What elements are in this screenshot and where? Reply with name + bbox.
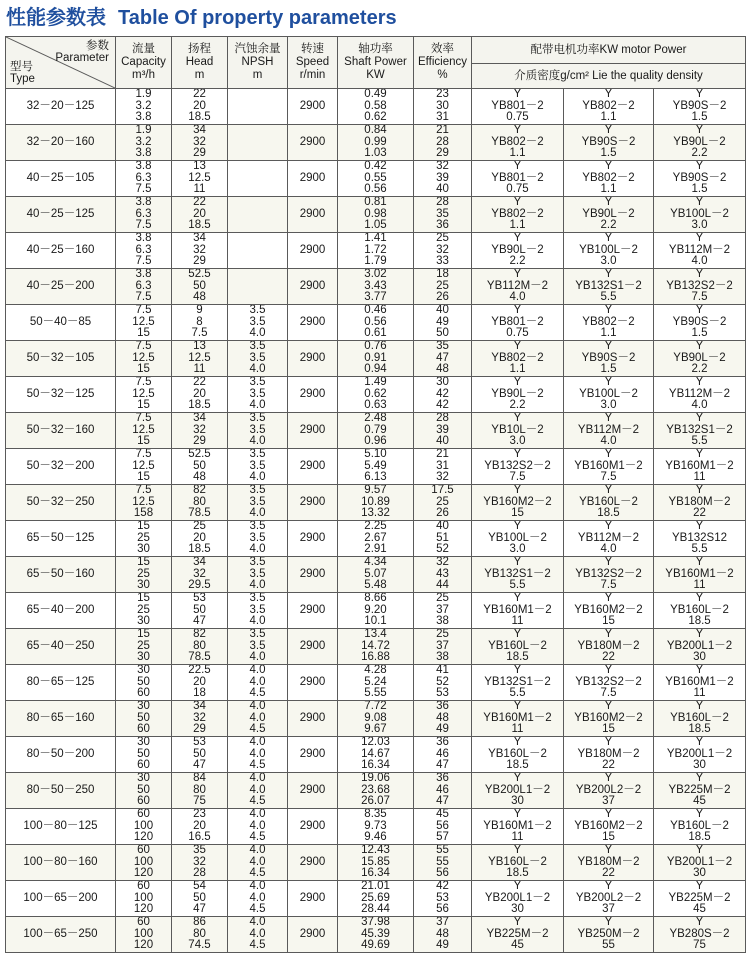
cell-efficiency: 41 52 53 [414,665,472,701]
table-row [6,485,746,521]
header-npsh: 汽蚀余量 NPSH m [228,37,288,89]
cell-shaft-power: 1.49 0.62 0.63 [338,377,414,413]
cell-speed: 2900 [288,125,338,161]
table-row [6,557,746,593]
cell-motor-3: Y YB112M－2 4.0 [654,377,746,413]
table-row [6,305,746,341]
cell-motor-2: Y YB802－2 1.1 [564,89,654,125]
cell-capacity: 15 25 30 [116,557,172,593]
cell-shaft-power: 1.41 1.72 1.79 [338,233,414,269]
cell-capacity: 3.8 6.3 7.5 [116,197,172,233]
table-row [6,449,746,485]
cell-efficiency: 30 42 42 [414,377,472,413]
cell-head: 22 20 18.5 [172,89,228,125]
cell-type: 50－32－160 [6,413,116,449]
cell-motor-3: Y YB90L－2 2.2 [654,125,746,161]
table-row [6,629,746,665]
cell-motor-2: Y YB250M－2 55 [564,917,654,953]
cell-speed: 2900 [288,305,338,341]
cell-shaft-power: 8.66 9.20 10.1 [338,593,414,629]
cell-motor-2: Y YB802－2 1.1 [564,305,654,341]
cell-motor-3: Y YB132S2－2 7.5 [654,269,746,305]
cell-npsh: 3.5 3.5 4.0 [228,485,288,521]
cell-head: 22 20 18.5 [172,197,228,233]
cell-head: 34 32 29 [172,125,228,161]
cell-motor-2: Y YB180M－2 22 [564,845,654,881]
header-param-en: Parameter [55,52,109,64]
cell-motor-3: Y YB225M－2 45 [654,773,746,809]
cell-motor-3: Y YB160L－2 18.5 [654,593,746,629]
cell-speed: 2900 [288,809,338,845]
cell-speed: 2900 [288,449,338,485]
cell-motor-3: Y YB132S12 5.5 [654,521,746,557]
cell-motor-2: Y YB132S2－2 7.5 [564,557,654,593]
cell-head: 35 32 28 [172,845,228,881]
cell-type: 100－80－160 [6,845,116,881]
cell-efficiency: 21 31 32 [414,449,472,485]
cell-capacity: 7.5 12.5 15 [116,449,172,485]
cell-head: 54 50 47 [172,881,228,917]
cell-npsh: 4.0 4.0 4.5 [228,773,288,809]
cell-speed: 2900 [288,269,338,305]
cell-speed: 2900 [288,665,338,701]
cell-efficiency: 25 37 38 [414,629,472,665]
cell-motor-2: Y YB180M－2 22 [564,737,654,773]
cell-npsh [228,89,288,125]
cell-head: 22 20 18.5 [172,377,228,413]
cell-motor-3: Y YB160M1－2 11 [654,449,746,485]
cell-efficiency: 36 46 47 [414,737,472,773]
cell-type: 65－40－200 [6,593,116,629]
cell-efficiency: 18 25 26 [414,269,472,305]
cell-speed: 2900 [288,485,338,521]
cell-shaft-power: 0.76 0.91 0.94 [338,341,414,377]
cell-capacity: 15 25 30 [116,593,172,629]
table-row [6,269,746,305]
cell-motor-1: Y YB160M1－2 11 [472,809,564,845]
cell-capacity: 3.8 6.3 7.5 [116,233,172,269]
cell-type: 65－50－160 [6,557,116,593]
cell-motor-2: Y YB90S－2 1.5 [564,125,654,161]
cell-npsh: 4.0 4.0 4.5 [228,809,288,845]
header-density: 介质密度g/cm² Lie the quality density [472,64,746,89]
cell-shaft-power: 2.48 0.79 0.96 [338,413,414,449]
cell-type: 80－65－160 [6,701,116,737]
cell-capacity: 30 50 60 [116,665,172,701]
cell-motor-1: Y YB112M－2 4.0 [472,269,564,305]
cell-efficiency: 28 39 40 [414,413,472,449]
cell-speed: 2900 [288,881,338,917]
cell-npsh: 4.0 4.0 4.5 [228,881,288,917]
table-row [6,521,746,557]
cell-speed: 2900 [288,737,338,773]
cell-type: 50－32－200 [6,449,116,485]
cell-npsh: 3.5 3.5 4.0 [228,377,288,413]
table-row [6,773,746,809]
table-row [6,377,746,413]
cell-head: 34 32 29 [172,701,228,737]
table-header [6,37,746,89]
cell-motor-1: Y YB802－2 1.1 [472,341,564,377]
cell-efficiency: 35 47 48 [414,341,472,377]
cell-shaft-power: 3.02 3.43 3.77 [338,269,414,305]
header-speed: 转速 Speed r/min [288,37,338,89]
cell-motor-1: Y YB802－2 1.1 [472,197,564,233]
cell-motor-3: Y YB200L1－2 30 [654,737,746,773]
header-type-en: Type [10,73,35,85]
cell-shaft-power: 0.81 0.98 1.05 [338,197,414,233]
cell-efficiency: 17.5 25 26 [414,485,472,521]
cell-npsh: 3.5 3.5 4.0 [228,629,288,665]
cell-efficiency: 55 55 56 [414,845,472,881]
cell-motor-1: Y YB160M1－2 11 [472,593,564,629]
table-body [6,89,746,953]
cell-type: 50－40－85 [6,305,116,341]
cell-shaft-power: 0.46 0.56 0.61 [338,305,414,341]
cell-motor-2: Y YB160M2－2 15 [564,701,654,737]
cell-efficiency: 32 43 44 [414,557,472,593]
cell-npsh: 3.5 3.5 4.0 [228,521,288,557]
cell-head: 25 20 18.5 [172,521,228,557]
cell-speed: 2900 [288,197,338,233]
cell-speed: 2900 [288,413,338,449]
cell-shaft-power: 5.10 5.49 6.13 [338,449,414,485]
header-type-cn: 型号 [10,61,33,73]
cell-shaft-power: 8.35 9.73 9.46 [338,809,414,845]
cell-speed: 2900 [288,89,338,125]
cell-shaft-power: 4.28 5.24 5.55 [338,665,414,701]
cell-npsh [228,197,288,233]
cell-motor-1: Y YB132S1－2 5.5 [472,665,564,701]
cell-motor-3: Y YB200L1－2 30 [654,629,746,665]
table-row [6,593,746,629]
cell-capacity: 60 100 120 [116,881,172,917]
cell-shaft-power: 2.25 2.67 2.91 [338,521,414,557]
cell-capacity: 7.5 12.5 15 [116,377,172,413]
cell-type: 40－25－105 [6,161,116,197]
cell-motor-1: Y YB801－2 0.75 [472,305,564,341]
cell-efficiency: 23 30 31 [414,89,472,125]
cell-efficiency: 40 49 50 [414,305,472,341]
cell-shaft-power: 7.72 9.08 9.67 [338,701,414,737]
cell-speed: 2900 [288,341,338,377]
cell-motor-3: Y YB90L－2 2.2 [654,341,746,377]
cell-capacity: 3.8 6.3 7.5 [116,269,172,305]
cell-motor-3: Y YB160L－2 18.5 [654,809,746,845]
cell-npsh: 4.0 4.0 4.5 [228,845,288,881]
cell-npsh: 3.5 3.5 4.0 [228,449,288,485]
cell-head: 13 12.5 11 [172,341,228,377]
cell-speed: 2900 [288,233,338,269]
cell-motor-2: Y YB160M1－2 7.5 [564,449,654,485]
cell-type: 100－80－125 [6,809,116,845]
cell-type: 80－50－200 [6,737,116,773]
cell-head: 34 32 29 [172,413,228,449]
cell-motor-1: Y YB160L－2 18.5 [472,629,564,665]
cell-capacity: 15 25 30 [116,521,172,557]
cell-motor-1: Y YB200L1－2 30 [472,881,564,917]
cell-type: 50－32－125 [6,377,116,413]
header-shaft-power: 轴功率 Shaft Power KW [338,37,414,89]
cell-head: 23 20 16.5 [172,809,228,845]
cell-efficiency: 32 39 40 [414,161,472,197]
cell-efficiency: 36 48 49 [414,701,472,737]
table-row [6,845,746,881]
cell-speed: 2900 [288,629,338,665]
table-row [6,737,746,773]
cell-npsh: 3.5 3.5 4.0 [228,557,288,593]
header-capacity: 流量 Capacity m³/h [116,37,172,89]
cell-motor-1: Y YB160M1－2 11 [472,701,564,737]
header-head: 扬程 Head m [172,37,228,89]
header-param-cn: 参数 [86,40,109,52]
cell-speed: 2900 [288,521,338,557]
cell-head: 82 80 78.5 [172,629,228,665]
cell-efficiency: 45 56 57 [414,809,472,845]
cell-type: 100－65－200 [6,881,116,917]
cell-shaft-power: 0.49 0.58 0.62 [338,89,414,125]
cell-capacity: 1.9 3.2 3.8 [116,125,172,161]
cell-capacity: 60 100 120 [116,809,172,845]
cell-motor-1: Y YB160L－2 18.5 [472,737,564,773]
cell-motor-1: Y YB160L－2 18.5 [472,845,564,881]
cell-head: 22.5 20 18 [172,665,228,701]
table-row [6,89,746,125]
cell-type: 50－32－250 [6,485,116,521]
cell-npsh [228,161,288,197]
cell-motor-3: Y YB112M－2 4.0 [654,233,746,269]
cell-efficiency: 25 32 33 [414,233,472,269]
cell-capacity: 60 100 120 [116,917,172,953]
cell-motor-3: Y YB100L－2 3.0 [654,197,746,233]
cell-npsh: 3.5 3.5 4.0 [228,305,288,341]
cell-type: 40－25－125 [6,197,116,233]
cell-motor-3: Y YB180M－2 22 [654,485,746,521]
cell-shaft-power: 19.06 23.68 26.07 [338,773,414,809]
cell-efficiency: 42 53 56 [414,881,472,917]
page-title [6,4,397,32]
cell-efficiency: 40 51 52 [414,521,472,557]
cell-shaft-power: 9.57 10.89 13.32 [338,485,414,521]
cell-npsh: 4.0 4.0 4.5 [228,917,288,953]
cell-head: 82 80 78.5 [172,485,228,521]
cell-capacity: 15 25 30 [116,629,172,665]
header-efficiency: 效率 Efficiency % [414,37,472,89]
cell-motor-1: Y YB801－2 0.75 [472,89,564,125]
cell-speed: 2900 [288,161,338,197]
cell-motor-3: Y YB225M－2 45 [654,881,746,917]
cell-capacity: 60 100 120 [116,845,172,881]
cell-type: 50－32－105 [6,341,116,377]
cell-motor-1: Y YB132S1－2 5.5 [472,557,564,593]
cell-motor-2: Y YB90S－2 1.5 [564,341,654,377]
cell-head: 84 80 75 [172,773,228,809]
table-row [6,809,746,845]
cell-npsh: 3.5 3.5 4.0 [228,413,288,449]
cell-shaft-power: 4.34 5.07 5.48 [338,557,414,593]
table-row [6,881,746,917]
cell-motor-2: Y YB90L－2 2.2 [564,197,654,233]
cell-type: 65－50－125 [6,521,116,557]
cell-shaft-power: 12.43 15.85 16.34 [338,845,414,881]
cell-efficiency: 37 48 49 [414,917,472,953]
cell-type: 32－20－160 [6,125,116,161]
cell-type: 80－50－250 [6,773,116,809]
cell-type: 65－40－250 [6,629,116,665]
title-cn: 性能参数表 [6,7,106,29]
cell-type: 32－20－125 [6,89,116,125]
table-row [6,233,746,269]
cell-motor-2: Y YB200L2－2 37 [564,881,654,917]
cell-motor-3: Y YB90S－2 1.5 [654,161,746,197]
cell-efficiency: 21 28 29 [414,125,472,161]
cell-type: 80－65－125 [6,665,116,701]
cell-motor-2: Y YB100L－2 3.0 [564,233,654,269]
cell-npsh [228,233,288,269]
cell-motor-1: Y YB200L1－2 30 [472,773,564,809]
table-row [6,161,746,197]
table-row [6,413,746,449]
cell-head: 34 32 29 [172,233,228,269]
cell-capacity: 30 50 60 [116,701,172,737]
cell-npsh: 3.5 3.5 4.0 [228,341,288,377]
cell-capacity: 7.5 12.5 15 [116,305,172,341]
cell-npsh: 4.0 4.0 4.5 [228,665,288,701]
cell-motor-1: Y YB132S2－2 7.5 [472,449,564,485]
cell-shaft-power: 12.03 14.67 16.34 [338,737,414,773]
cell-motor-2: Y YB132S2－2 7.5 [564,665,654,701]
cell-type: 40－25－200 [6,269,116,305]
cell-head: 34 32 29.5 [172,557,228,593]
cell-motor-3: Y YB280S－2 75 [654,917,746,953]
table-row [6,701,746,737]
cell-efficiency: 36 46 47 [414,773,472,809]
cell-motor-3: Y YB90S－2 1.5 [654,305,746,341]
cell-npsh: 4.0 4.0 4.5 [228,737,288,773]
cell-head: 9 8 7.5 [172,305,228,341]
cell-capacity: 7.5 12.5 15 [116,413,172,449]
cell-motor-1: Y YB10L－2 3.0 [472,413,564,449]
cell-motor-2: Y YB200L2－2 37 [564,773,654,809]
cell-motor-2: Y YB160M2－2 15 [564,593,654,629]
cell-head: 86 80 74.5 [172,917,228,953]
parameter-table [5,36,746,953]
cell-type: 100－65－250 [6,917,116,953]
cell-motor-3: Y YB160L－2 18.5 [654,701,746,737]
header-type-parameter [6,37,116,89]
cell-efficiency: 28 35 36 [414,197,472,233]
cell-capacity: 30 50 60 [116,737,172,773]
cell-capacity: 1.9 3.2 3.8 [116,89,172,125]
cell-npsh: 4.0 4.0 4.5 [228,701,288,737]
cell-capacity: 30 50 60 [116,773,172,809]
cell-motor-1: Y YB225M－2 45 [472,917,564,953]
cell-motor-2: Y YB112M－2 4.0 [564,521,654,557]
cell-speed: 2900 [288,917,338,953]
cell-motor-2: Y YB112M－2 4.0 [564,413,654,449]
cell-npsh [228,125,288,161]
header-motor-power: 配带电机功率KW motor Power [472,37,746,64]
cell-head: 52.5 50 48 [172,269,228,305]
cell-motor-2: Y YB160M2－2 15 [564,809,654,845]
table-row [6,917,746,953]
table-row [6,125,746,161]
table-row [6,665,746,701]
table-row [6,197,746,233]
cell-motor-2: Y YB160L－2 18.5 [564,485,654,521]
cell-shaft-power: 37.98 45.39 49.69 [338,917,414,953]
cell-shaft-power: 21.01 25.69 28.44 [338,881,414,917]
cell-speed: 2900 [288,845,338,881]
cell-head: 53 50 47 [172,593,228,629]
cell-capacity: 3.8 6.3 7.5 [116,161,172,197]
cell-head: 52.5 50 48 [172,449,228,485]
cell-speed: 2900 [288,377,338,413]
cell-capacity: 7.5 12.5 158 [116,485,172,521]
cell-motor-1: Y YB802－2 1.1 [472,125,564,161]
cell-speed: 2900 [288,557,338,593]
cell-motor-3: Y YB132S1－2 5.5 [654,413,746,449]
cell-head: 53 50 47 [172,737,228,773]
cell-shaft-power: 13.4 14.72 16.88 [338,629,414,665]
cell-motor-3: Y YB200L1－2 30 [654,845,746,881]
cell-motor-1: Y YB90L－2 2.2 [472,377,564,413]
cell-motor-3: Y YB160M1－2 11 [654,557,746,593]
cell-shaft-power: 0.84 0.99 1.03 [338,125,414,161]
cell-shaft-power: 0.42 0.55 0.56 [338,161,414,197]
cell-motor-2: Y YB180M－2 22 [564,629,654,665]
cell-efficiency: 25 37 38 [414,593,472,629]
cell-head: 13 12.5 11 [172,161,228,197]
cell-motor-1: Y YB90L－2 2.2 [472,233,564,269]
cell-motor-3: Y YB90S－2 1.5 [654,89,746,125]
cell-capacity: 7.5 12.5 15 [116,341,172,377]
cell-motor-3: Y YB160M1－2 11 [654,665,746,701]
cell-type: 40－25－160 [6,233,116,269]
cell-speed: 2900 [288,701,338,737]
cell-speed: 2900 [288,773,338,809]
cell-motor-2: Y YB802－2 1.1 [564,161,654,197]
cell-motor-1: Y YB801－2 0.75 [472,161,564,197]
cell-npsh [228,269,288,305]
cell-speed: 2900 [288,593,338,629]
cell-motor-1: Y YB160M2－2 15 [472,485,564,521]
cell-motor-2: Y YB132S1－2 5.5 [564,269,654,305]
title-en: Table Of property parameters [118,7,397,29]
cell-npsh: 3.5 3.5 4.0 [228,593,288,629]
table-row [6,341,746,377]
cell-motor-1: Y YB100L－2 3.0 [472,521,564,557]
cell-motor-2: Y YB100L－2 3.0 [564,377,654,413]
